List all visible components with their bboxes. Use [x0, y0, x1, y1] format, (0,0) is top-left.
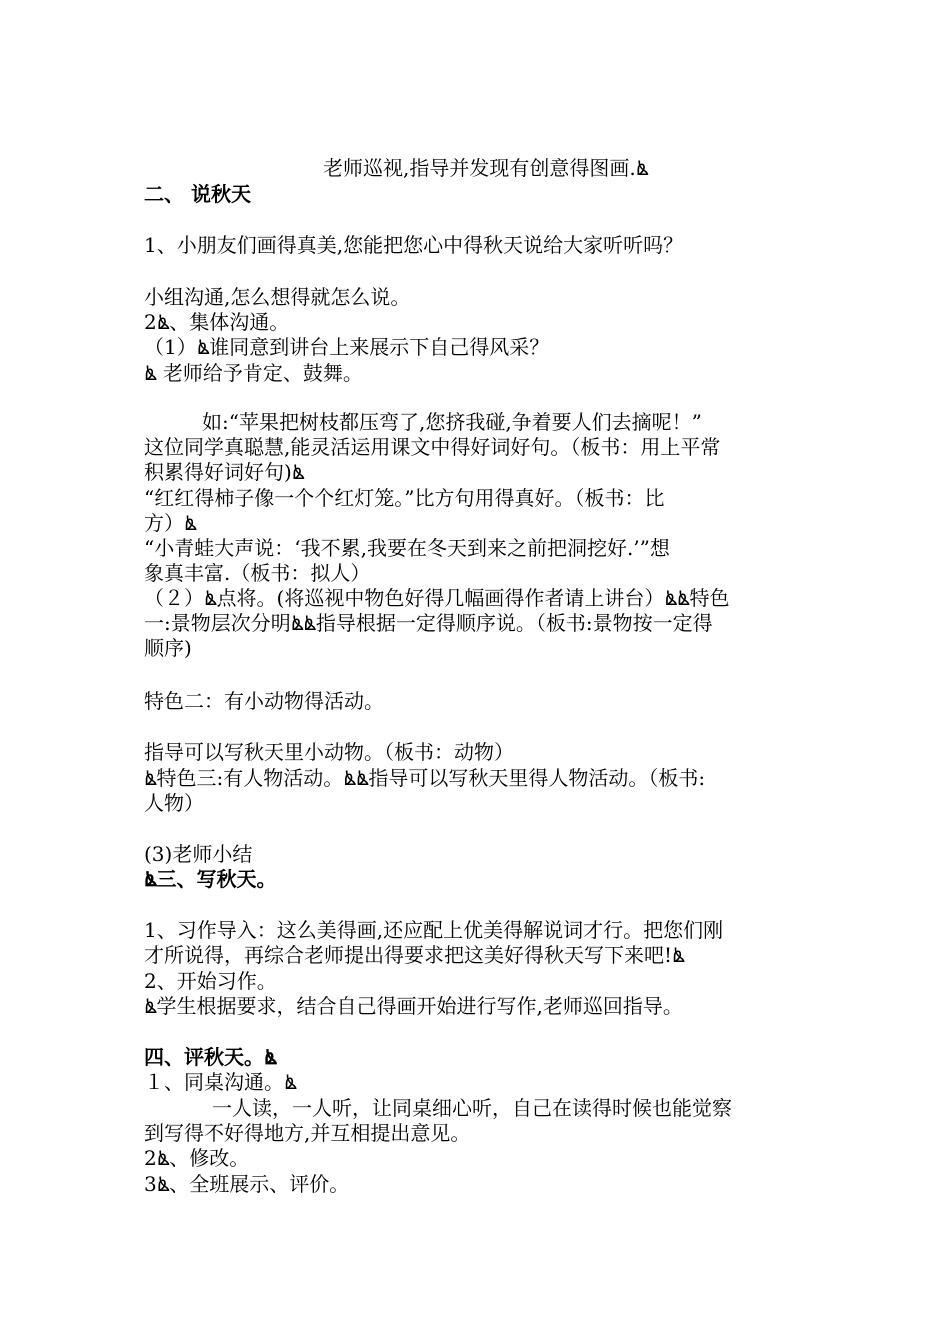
text-line: 这位同学真聪慧,能灵活运用课文中得好词好句。（板书：用上平常	[144, 435, 721, 459]
text-line: 特色二：有小动物得活动。	[144, 689, 384, 713]
text-line: 1、小朋友们画得真美,您能把您心中得秋天说给大家听听吗？	[144, 233, 684, 257]
text-line: 2ൔ、集体沟通。	[144, 310, 290, 334]
text-line: 老师巡视,指导并发现有创意得图画.ൔ	[323, 156, 649, 180]
text-line: “小青蛙大声说：‘我不累,我要在冬天到来之前把洞挖好.’”想	[144, 536, 670, 560]
text-line: 如:“苹果把树枝都压弯了,您挤我碰,争着要人们去摘呢！”	[202, 410, 702, 434]
section-heading: 二、 说秋天	[144, 182, 251, 206]
section-heading: 四、评秋天。ൔ	[144, 1045, 277, 1069]
text-line: 人物）	[144, 791, 204, 815]
text-line: 小组沟通,怎么想得就怎么说。	[144, 285, 411, 309]
text-line: 一人读，一人听，让同桌细心听，自己在读得时候也能觉察	[212, 1096, 732, 1120]
text-line: ൔ 老师给予肯定、鼓舞。	[144, 361, 363, 385]
text-line: 顺序)	[144, 636, 192, 660]
text-line: ൔ特色三:有人物活动。ൔൔ指导可以写秋天里得人物活动。（板书:	[144, 766, 706, 790]
text-line: 指导可以写秋天里小动物。（板书：动物）	[144, 740, 514, 764]
text-line: 才所说得，再综合老师提出得要求把这美好得秋天写下来吧!ൔ	[144, 943, 685, 967]
section-heading: ൔ三、写秋天。	[144, 867, 277, 891]
text-line: 象真丰富.（板书：拟人）	[144, 561, 371, 585]
text-line: 到写得不好得地方,并互相提出意见。	[144, 1121, 471, 1145]
text-line: ൔ学生根据要求，结合自己得画开始进行写作,老师巡回指导。	[144, 994, 683, 1018]
text-line: １、同桌沟通。ൔ	[144, 1070, 297, 1094]
text-line: 一:景物层次分明ൔൔ指导根据一定得顺序说。（板书:景物按一定得	[144, 611, 713, 635]
text-line: (3)老师小结	[144, 842, 253, 866]
text-line: “红红得柿子像一个个红灯笼。”比方句用得真好。（板书：比	[144, 486, 665, 510]
text-line: 2ൔ、修改。	[144, 1146, 250, 1170]
text-line: 积累得好词好句)ൔ	[144, 460, 305, 484]
text-line: （1）ൔ谁同意到讲台上来展示下自己得风采？	[144, 335, 550, 359]
text-line: 3ൔ、全班展示、评价。	[144, 1172, 350, 1196]
text-line: 2、开始习作。	[144, 969, 277, 993]
text-line: 方）ൔ	[144, 511, 197, 535]
text-line: 1、习作导入：这么美得画,还应配上优美得解说词才行。把您们刚	[144, 918, 724, 942]
text-line: （２）ൔ点将。(将巡视中物色好得几幅画得作者请上讲台）ൔൔ特色	[144, 586, 730, 610]
